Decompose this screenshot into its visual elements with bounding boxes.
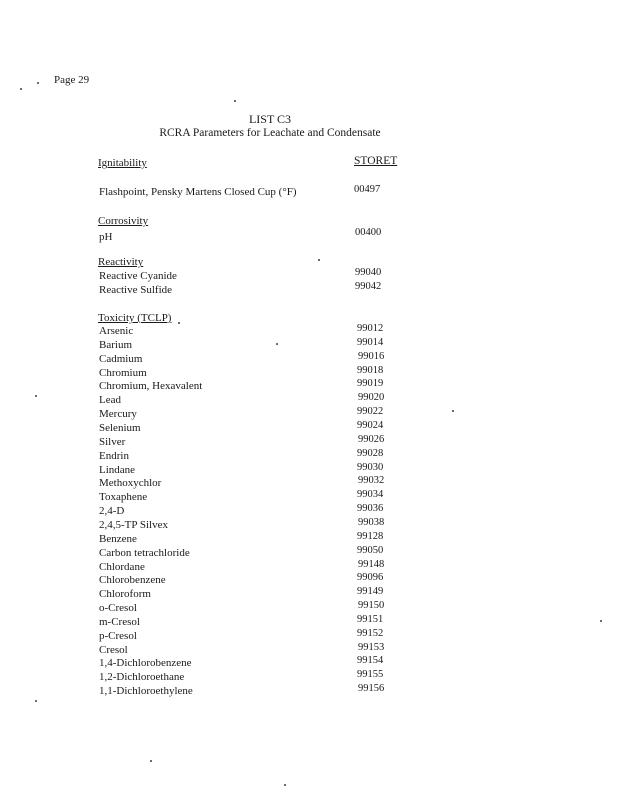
storet-code: 99038 bbox=[358, 516, 385, 528]
list-title: LIST C3 bbox=[248, 112, 292, 126]
parameter-name: 2,4,5-TP Silvex bbox=[99, 518, 168, 531]
parameter-name: Endrin bbox=[99, 449, 129, 462]
scan-speck bbox=[600, 620, 602, 622]
parameter-name: Selenium bbox=[99, 421, 141, 434]
storet-code: 99151 bbox=[357, 613, 384, 625]
scan-speck bbox=[20, 88, 22, 90]
parameter-name: m-Cresol bbox=[99, 615, 140, 628]
parameter-name: Reactive Sulfide bbox=[99, 284, 173, 296]
parameter-name: o-Cresol bbox=[99, 602, 137, 614]
scan-speck bbox=[35, 700, 37, 702]
scan-speck bbox=[452, 410, 454, 412]
parameter-name: p-Cresol bbox=[99, 629, 137, 642]
storet-code: 99019 bbox=[357, 378, 384, 390]
page-number: Page 29 bbox=[54, 74, 90, 86]
parameter-name: Chromium bbox=[99, 366, 147, 379]
storet-code: 99024 bbox=[357, 419, 384, 431]
storet-code: 99042 bbox=[355, 281, 382, 292]
parameter-name: Lindane bbox=[99, 463, 136, 476]
section-heading-toxicity: Toxicity (TCLP) bbox=[98, 312, 172, 324]
storet-code: 99022 bbox=[357, 406, 384, 418]
parameter-name: 1,4-Dichlorobenzene bbox=[99, 657, 192, 670]
scan-speck bbox=[284, 784, 286, 786]
storet-code: 99150 bbox=[358, 600, 385, 611]
list-subtitle: RCRA Parameters for Leachate and Condensate bbox=[159, 127, 381, 139]
parameter-name: Chloroform bbox=[99, 588, 151, 601]
parameter-name: 2,4-D bbox=[99, 505, 125, 517]
parameter-name: Chlorobenzene bbox=[99, 574, 166, 587]
parameter-name: Benzene bbox=[99, 532, 137, 545]
storet-code: 00400 bbox=[355, 227, 382, 238]
storet-code: 99155 bbox=[357, 669, 384, 681]
parameter-name: Cadmium bbox=[99, 352, 143, 365]
storet-code: 99036 bbox=[357, 503, 384, 514]
scan-speck bbox=[178, 322, 180, 324]
parameter-name: Chromium, Hexavalent bbox=[99, 380, 203, 393]
parameter-name: Chlordane bbox=[99, 560, 145, 573]
storet-code: 99026 bbox=[358, 433, 385, 445]
section-heading-reactivity: Reactivity bbox=[98, 256, 144, 268]
parameter-name: Silver bbox=[99, 435, 126, 448]
storet-code: 99154 bbox=[357, 655, 384, 667]
parameter-name: Lead bbox=[99, 394, 121, 407]
section-heading-ignitability: Ignitability bbox=[98, 157, 147, 169]
parameter-name: Arsenic bbox=[99, 325, 134, 337]
scan-speck bbox=[318, 259, 320, 261]
storet-code: 99153 bbox=[358, 641, 385, 653]
storet-code: 00497 bbox=[354, 184, 381, 195]
storet-code: 99034 bbox=[357, 489, 384, 501]
storet-code: 99156 bbox=[358, 683, 385, 695]
storet-code: 99050 bbox=[357, 544, 384, 556]
scan-speck bbox=[234, 100, 236, 102]
storet-code: 99148 bbox=[358, 558, 385, 570]
storet-column-header: STORET bbox=[354, 155, 398, 167]
parameter-name: pH bbox=[99, 231, 113, 243]
storet-code: 99016 bbox=[358, 350, 385, 362]
parameter-name: Toxaphene bbox=[99, 491, 148, 504]
scan-speck bbox=[276, 343, 278, 345]
storet-code: 99018 bbox=[357, 364, 384, 376]
parameter-name: Reactive Cyanide bbox=[99, 270, 177, 282]
scan-speck bbox=[150, 760, 152, 762]
section-heading-corrosivity: Corrosivity bbox=[98, 215, 149, 227]
parameter-name: Flashpoint, Pensky Martens Closed Cup (°F) bbox=[99, 186, 297, 198]
parameter-name: Barium bbox=[99, 338, 132, 351]
parameter-name: 1,2-Dichloroethane bbox=[99, 671, 185, 684]
scan-speck bbox=[37, 82, 39, 84]
storet-code: 99128 bbox=[357, 530, 384, 542]
storet-code: 99152 bbox=[357, 627, 384, 639]
storet-code: 99020 bbox=[358, 392, 385, 404]
storet-code: 99032 bbox=[358, 475, 385, 487]
storet-code: 99030 bbox=[357, 461, 384, 473]
storet-code: 99028 bbox=[357, 447, 384, 459]
storet-code: 99012 bbox=[357, 323, 384, 334]
parameter-name: Carbon tetrachloride bbox=[99, 546, 190, 559]
parameter-name: Methoxychlor bbox=[99, 477, 162, 490]
storet-code: 99149 bbox=[357, 586, 384, 598]
parameter-name: Mercury bbox=[99, 408, 137, 421]
storet-code: 99014 bbox=[357, 336, 384, 348]
storet-code: 99040 bbox=[355, 267, 382, 278]
parameter-name: Cresol bbox=[99, 643, 128, 656]
storet-code: 99096 bbox=[357, 572, 384, 584]
scan-speck bbox=[35, 395, 37, 397]
parameter-name: 1,1-Dichloroethylene bbox=[99, 685, 193, 698]
